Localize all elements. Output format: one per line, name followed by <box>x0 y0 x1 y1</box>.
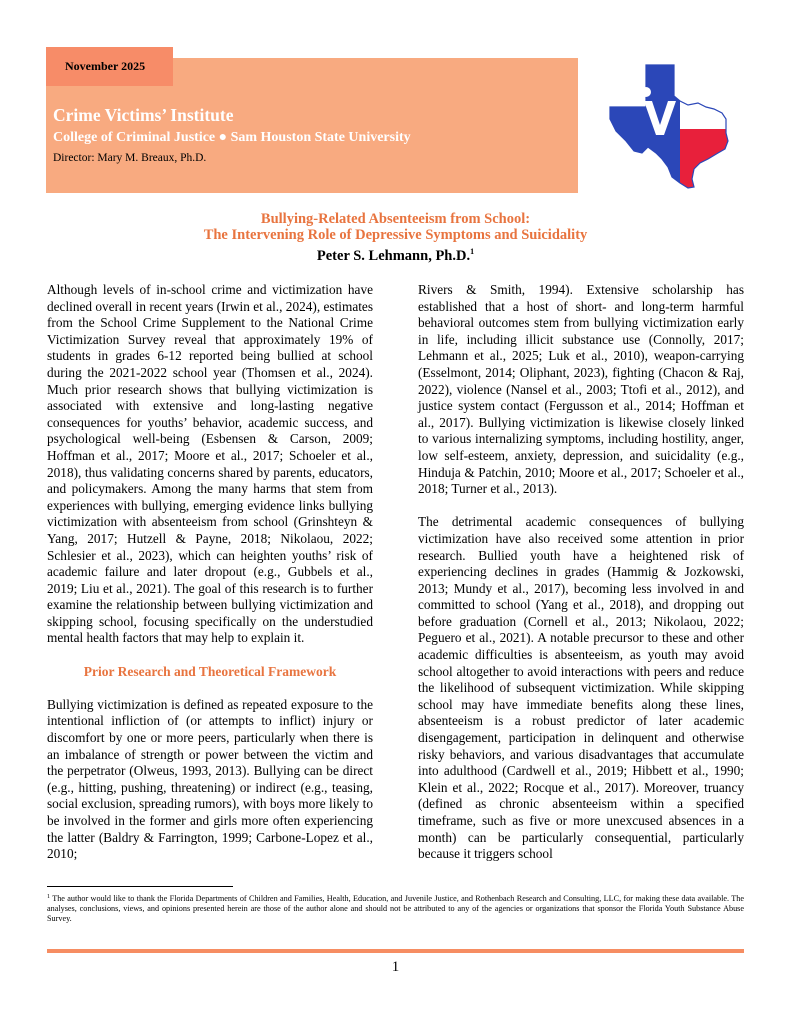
org-name: Crime Victims’ Institute <box>53 105 234 125</box>
footnote-text: The author would like to thank the Florida Departments of Children and Families, Health, Education, and Juvenile Justice, and Rothenbach Research and Consulting, LLC, for making these data available. The analyses, conclusions, views, and opinions presented herein are those of the author alone and should not be attributed to any of the agencies or organizations that sponsor the Florida Youth Substance Abuse Survey. <box>47 894 744 924</box>
footnote <box>47 892 744 925</box>
body-column-left <box>47 282 373 863</box>
org-block <box>53 104 411 167</box>
issue-date: November 2025 <box>46 47 173 86</box>
article-title-line-1: Bullying-Related Absenteeism from School: <box>260 211 531 227</box>
article-title-line-2: The Intervening Role of Depressive Symptoms and Suicidality <box>203 227 588 243</box>
article-title-block <box>0 211 791 265</box>
paragraph-definition: Bullying victimization is defined as repeated exposure to the intentional infliction of (or attempts to inflict) injury or discomfort by one or more peers, particularly when there is an imbalance of strength or power between the victim and the perpetrator (Olweus, 1993, 2013). Bullying can be direct (e.g., hitting, pushing, threatening) or indirect (e.g., teasing, social exclusion, spreading rumors), with boys more likely to be involved in the former and girls more often experiencing the latter (Baldry & Farrington, 1999; Carbone-Lopez et al., 2010; <box>47 696 373 862</box>
texas-cvi-logo-icon <box>608 63 738 191</box>
section-heading: Prior Research and Theoretical Framework <box>83 663 337 679</box>
footnote-number: 1 <box>47 894 50 900</box>
body-column-right <box>418 282 744 863</box>
paragraph-intro: Although levels of in-school crime and victimization have declined overall in recent years (Irwin et al., 2024), estimates from the School Crime Supplement to the National Crime Victimization Survey reveal that approximately 19% of students in grades 6-12 reported being bullied at school during the 2021-2022 school year (Thomsen et al., 2024). Much prior research shows that bullying victimization is associated with extensive and long-lasting negative consequences for youths’ behavior, academic success, and psychological well-being (Esbensen & Carson, 2009; Hoffman et al., 2017; Moore et al., 2017; Schoeler et al., 2018), thus validating concerns shared by parents, educators, and policymakers. Among the many harms that stem from experiences with bullying, emerging evidence links bullying victimization with absenteeism from school (Grinshteyn & Yang, 2017; Hutzell & Payne, 2018; Nikolaou, 2022; Schlesier et al., 2023), which can heighten youths’ risk of academic failure and later dropout (e.g., Gubbels et al., 2019; Liu et al., 2021). The goal of this research is to further examine the relationship between bullying victimization and skipping school, focusing specifically on the understudied mental health factors that may help to explain it. <box>47 282 373 646</box>
footnote-marker: 1 <box>470 247 475 256</box>
footnote-divider <box>47 886 233 887</box>
paragraph-outcomes: Rivers & Smith, 1994). Extensive scholarship has established that a host of short- and long-term harmful behavioral outcomes stem from bullying victimization early in life, including illicit substance use (Connolly, 2017; Lehmann et al., 2025; Luk et al., 2010), weapon-carrying (Esselmont, 2014; Oliphant, 2023), fighting (Chacon & Raj, 2022), violence (Nansel et al., 2003; Ttofi et al., 2012), and justice system contact (Fergusson et al., 2014; Hoffman et al., 2017). Bullying victimization is likewise closely linked to various internalizing symptoms, including hostility, anger, low self-esteem, anxiety, depression, and suicidality (e.g., Hinduja & Patchin, 2010; Moore et al., 2017; Schoeler et al., 2018; Turner et al., 2013). <box>418 282 744 497</box>
paragraph-academic: The detrimental academic consequences of bullying victimization have also received some attention in prior research. Bullied youth have a heightened risk of experiencing declines in grades (Hammig & Jozkowski, 2013; Mundy et al., 2017), becoming less involved in and committed to school (Yang et al., 2018), and dropping out before graduation (Cornell et al., 2013; Nikolaou, 2022; Peguero et al., 2021). A notable precursor to these and other academic difficulties is absenteeism, as youth may avoid school altogether to avoid interactions with peers and reduce the likelihood of subsequent victimization. While skipping school may have immediate benefits along these lines, absenteeism is a robust predictor of later academic disengagement, participation in delinquent and otherwise risky behaviors, and various disadvantages that accumulate into adulthood (Cardwell et al., 2019; Hibbett et al., 1990; Klein et al., 2022; Rocque et al., 2017). Moreover, truancy (defined as chronic absenteeism within a specified timeframe, such as five or more unexcused absences in a month) can be particularly consequential, particularly because it triggers school <box>418 514 744 862</box>
author-name-text: Peter S. Lehmann, Ph.D. <box>316 248 471 264</box>
org-college: College of Criminal Justice ● Sam Houston State University <box>53 130 411 145</box>
page-number: 1 <box>391 959 400 975</box>
org-director: Director: Mary M. Breaux, Ph.D. <box>53 152 207 164</box>
author-name <box>0 243 791 265</box>
footer-divider <box>47 949 744 953</box>
